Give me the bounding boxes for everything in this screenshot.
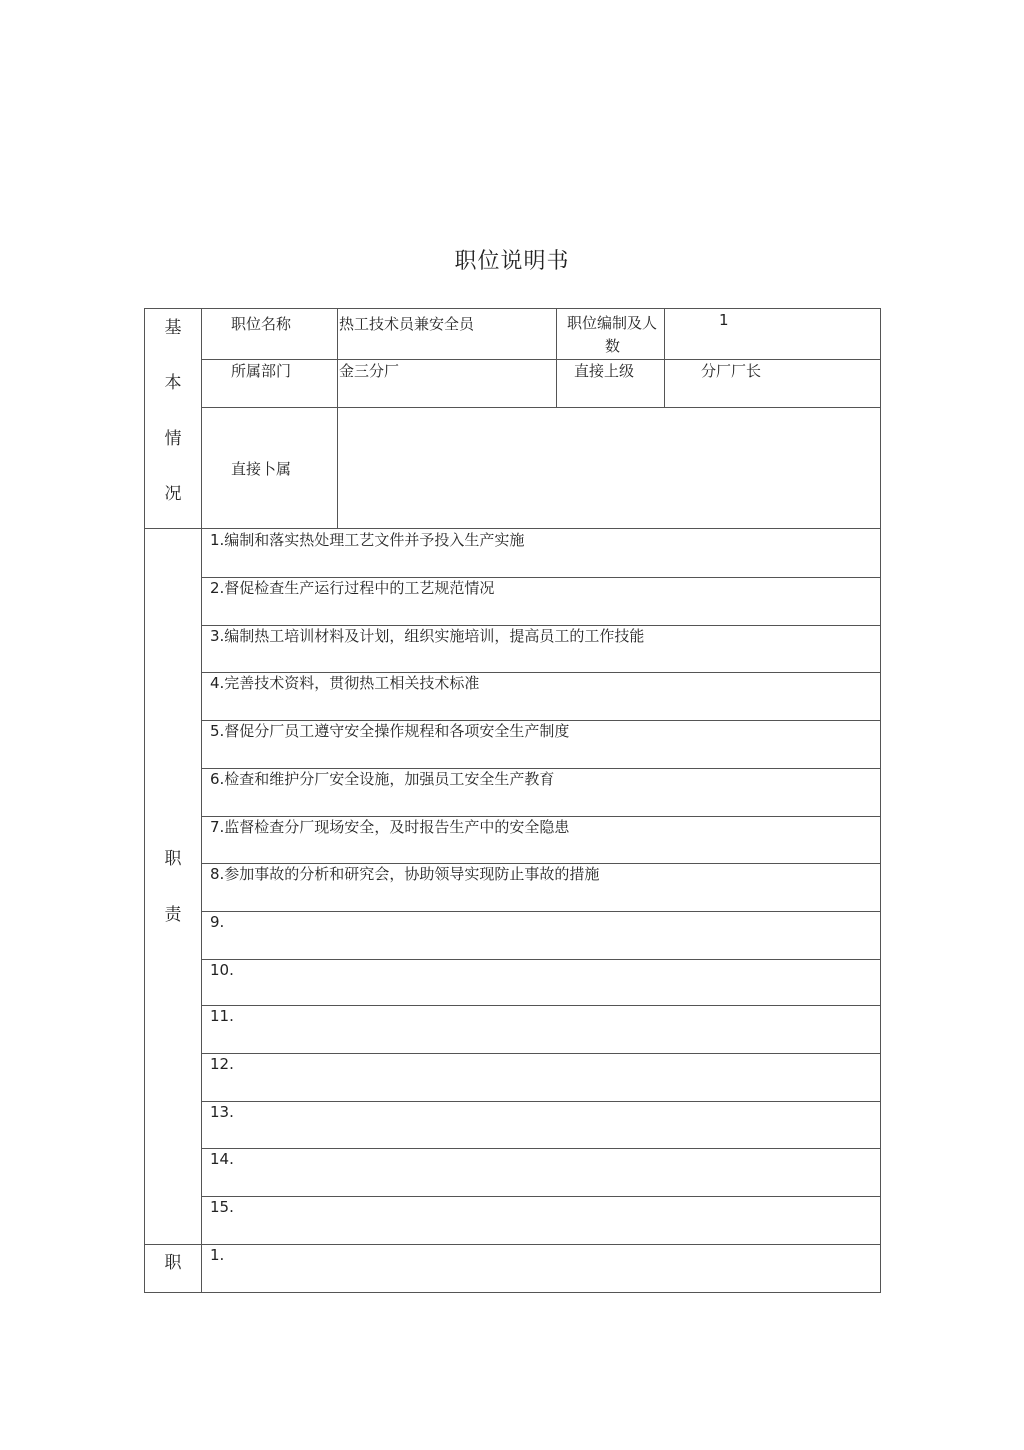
duty-item: 10.	[210, 961, 234, 979]
duty-item: 11.	[210, 1007, 234, 1025]
duties-label-char-2: 责	[164, 905, 182, 925]
basic-info-label-char-4: 况	[164, 484, 182, 504]
next-section-label: 职	[164, 1253, 182, 1273]
headcount-label-line1: 职位编制及人	[567, 314, 658, 332]
duty-item: 5.督促分厂员工遵守安全操作规程和各项安全生产制度	[210, 722, 570, 740]
duty-item: 9.	[210, 913, 225, 931]
basic-info-label-char-3: 情	[164, 429, 182, 449]
duties-label-char-1: 职	[164, 849, 182, 869]
duty-item: 2.督促检查生产运行过程中的工艺规范情况	[210, 579, 495, 597]
document-title: 职位说明书	[454, 249, 570, 274]
duty-item: 14.	[210, 1150, 234, 1168]
next-section-item: 1.	[210, 1246, 225, 1264]
duty-item: 4.完善技术资料，贯彻热工相关技术标准	[210, 674, 480, 692]
subordinates-label: 直接卜属	[231, 460, 292, 478]
duty-item: 8.参加事故的分析和研究会，协助领导实现防止事故的措施	[210, 865, 600, 883]
basic-info-label-char-2: 本	[164, 373, 182, 393]
duty-item: 7.监督检查分厂现场安全，及时报告生产中的安全隐患	[210, 818, 570, 836]
department-value: 金三分厂	[339, 362, 400, 380]
duty-item: 1.编制和落实热处理工艺文件并予投入生产实施	[210, 531, 525, 549]
duty-item: 13.	[210, 1103, 234, 1121]
duty-item: 15.	[210, 1198, 234, 1216]
supervisor-value: 分厂厂长	[701, 362, 762, 380]
duty-item: 12.	[210, 1055, 234, 1073]
headcount-label-line2: 数	[605, 337, 621, 355]
supervisor-label: 直接上级	[574, 362, 635, 380]
headcount-value: 1	[719, 311, 729, 329]
department-label: 所属部门	[231, 362, 292, 380]
basic-info-label-char-1: 基	[164, 318, 182, 338]
duty-item: 6.检查和维护分厂安全设施，加强员工安全生产教育	[210, 770, 555, 788]
position-name-value: 热工技术员兼安全员	[339, 315, 475, 333]
duty-item: 3.编制热工培训材料及计划，组织实施培训，提高员工的工作技能	[210, 627, 645, 645]
position-name-label: 职位名称	[231, 315, 292, 333]
